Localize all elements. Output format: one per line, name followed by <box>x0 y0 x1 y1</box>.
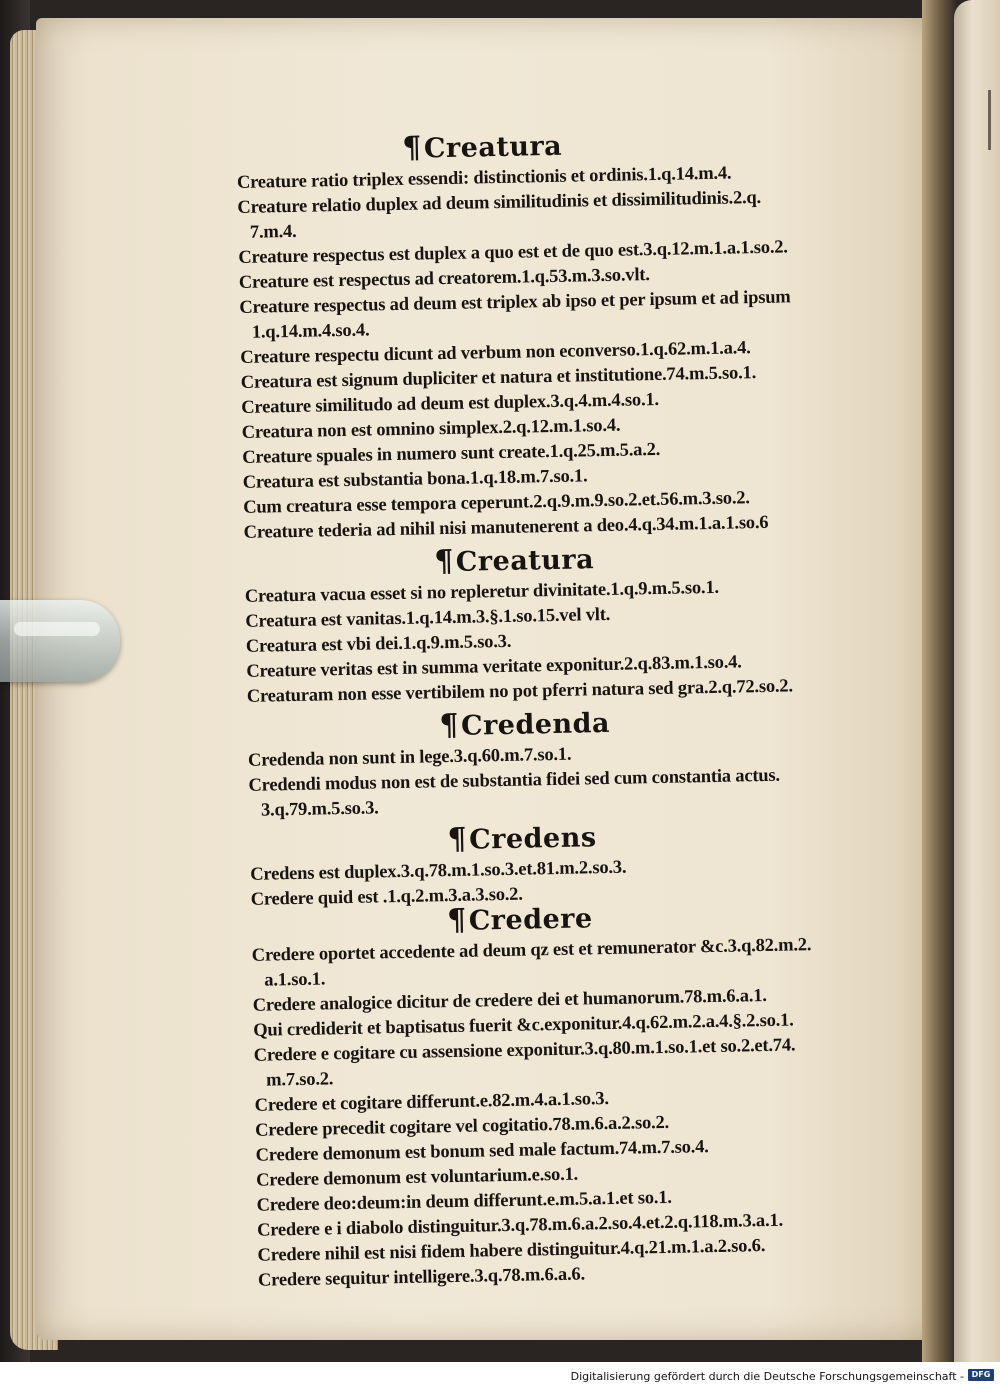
pilcrow-mark: ¶ <box>446 902 468 939</box>
index-entry: Creature veritas est in summa veritate exponitur.2.q.83.m.1.so.4. <box>246 652 742 682</box>
entry-continuation: a.1.so.1. <box>264 969 326 991</box>
index-entry: Credere oportet accedente ad deum qz est et remunerator &c.3.q.82.m.2. <box>251 935 812 966</box>
entry-continuation: m.7.so.2. <box>266 1069 334 1091</box>
pilcrow-mark: ¶ <box>433 543 455 580</box>
index-entry: Credens est duplex.3.q.78.m.1.so.3.et.81.m.2.so.3. <box>250 857 627 885</box>
section-heading: ¶Credens <box>447 821 597 858</box>
index-text-block <box>236 120 908 1294</box>
digitization-footer <box>0 1362 1000 1389</box>
index-entry: Creatura est vbi dei.1.q.9.m.5.so.3. <box>245 631 512 657</box>
index-entry: Creature relatio duplex ad deum similitudinis et dissimilitudinis.2.q. <box>237 187 762 218</box>
section-heading: ¶Credenda <box>439 707 611 744</box>
index-entry: Credere sequitur intelligere.3.q.78.m.6.a.6. <box>257 1264 586 1291</box>
index-entry: Creatura est signum dupliciter et natura et institutione.74.m.5.so.1. <box>240 363 757 393</box>
section-creatura-1 <box>236 124 894 546</box>
section-credenda <box>247 701 899 823</box>
index-entry: Qui crediderit et baptisatus fuerit &c.exponitur.4.q.62.m.2.a.4.§.2.so.1. <box>253 1010 794 1041</box>
glass-page-weight <box>0 600 120 682</box>
section-lines <box>252 931 909 1293</box>
dfg-logo: DFG <box>968 1369 994 1381</box>
glass-highlight <box>14 622 100 636</box>
pilcrow-mark: ¶ <box>402 130 423 166</box>
index-entry: Creatura non est omnino simplex.2.q.12.m.1.so.4. <box>241 415 621 443</box>
entry-continuation: 3.q.79.m.5.so.3. <box>260 798 379 821</box>
index-entry: Creaturam non esse vertibilem no pot pferri natura sed gra.2.q.72.so.2. <box>246 676 794 707</box>
section-credere <box>251 896 908 1293</box>
section-lines <box>245 572 897 709</box>
section-lines <box>248 736 899 823</box>
section-heading: ¶Creatura <box>402 130 563 166</box>
index-entry: Credere nihil est nisi fidem habere distinguitur.4.q.21.m.1.a.2.so.6. <box>257 1236 766 1266</box>
index-entry: Creature respectus ad deum est triplex ab ipso et per ipsum et ad ipsum <box>239 287 791 318</box>
index-entry: Creature respectu dicunt ad verbum non econverso.1.q.62.m.1.a.4. <box>240 338 751 368</box>
index-entry: Cum creatura esse tempora ceperunt.2.q.9.m.9.so.2.et.56.m.3.so.2. <box>243 488 750 518</box>
index-entry: Creatura est vanitas.1.q.14.m.3.§.1.so.15.vel vlt. <box>245 604 611 632</box>
funding-notice: Digitalisierung gefördert durch die Deutsche Forschungsgemeinschaft - <box>570 1370 964 1383</box>
index-entry: Creature est respectus ad creatorem.1.q.53.m.3.so.vlt. <box>238 265 650 293</box>
index-entry: Creatura est substantia bona.1.q.18.m.7.so.1. <box>242 466 588 493</box>
index-entry: Creature similitudo ad deum est duplex.3.q.4.m.4.so.1. <box>241 389 660 418</box>
section-creatura-2 <box>244 537 897 709</box>
index-entry: Creature ratio triplex essendi: distinctionis et ordinis.1.q.14.m.4. <box>236 163 732 193</box>
pilcrow-mark: ¶ <box>447 821 468 858</box>
pilcrow-mark: ¶ <box>439 707 460 744</box>
section-heading: ¶Credere <box>446 902 593 939</box>
section-heading: ¶Creatura <box>433 543 595 580</box>
index-entry: Credere deo:deum:in deum differunt.e.m.5.a.1.et so.1. <box>256 1187 672 1216</box>
index-entry: Creatura vacua esset si no repleretur divinitate.1.q.9.m.5.so.1. <box>244 577 720 607</box>
facing-page-edge <box>954 0 1000 1362</box>
index-entry: Credere analogice dicitur de credere dei et humanorum.78.m.6.a.1. <box>252 985 767 1016</box>
facing-page-text-fragment <box>988 90 1000 150</box>
entry-continuation: 1.q.14.m.4.so.4. <box>251 320 370 343</box>
index-entry: Credendi modus non est de substantia fidei sed cum constantia actus. <box>248 765 781 796</box>
index-entry: Creature spuales in numero sunt create.1.q.25.m.5.a.2. <box>242 439 661 468</box>
index-entry: Creature respectus est duplex a quo est et de quo est.3.q.12.m.1.a.1.so.2. <box>238 237 788 268</box>
index-entry: Credere demonum est bonum sed male factum.74.m.7.so.4. <box>255 1137 709 1166</box>
book-gutter <box>922 0 958 1362</box>
index-entry: Credere quid est .1.q.2.m.3.a.3.so.2. <box>250 884 523 910</box>
index-entry: Credere e cogitare cu assensione exponitur.3.q.80.m.1.so.1.et so.2.et.74. <box>253 1035 796 1066</box>
index-entry: Credere et cogitare differunt.e.82.m.4.a.1.so.3. <box>254 1089 609 1116</box>
index-entry: Creature tederia ad nihil nisi manutenerent a deo.4.q.34.m.1.a.1.so.6 <box>243 512 769 543</box>
index-entry: Credere e i diabolo distinguitur.3.q.78.m.6.a.2.so.4.et.2.q.118.m.3.a.1. <box>256 1210 784 1241</box>
section-lines <box>237 159 894 546</box>
entry-continuation: 7.m.4. <box>249 221 297 243</box>
index-entry: Credere precedit cogitare vel cogitatio.78.m.6.a.2.so.2. <box>254 1112 670 1141</box>
index-entry: Credenda non sunt in lege.3.q.60.m.7.so.1. <box>247 744 572 771</box>
index-entry: Credere demonum est voluntarium.e.so.1. <box>255 1164 579 1191</box>
